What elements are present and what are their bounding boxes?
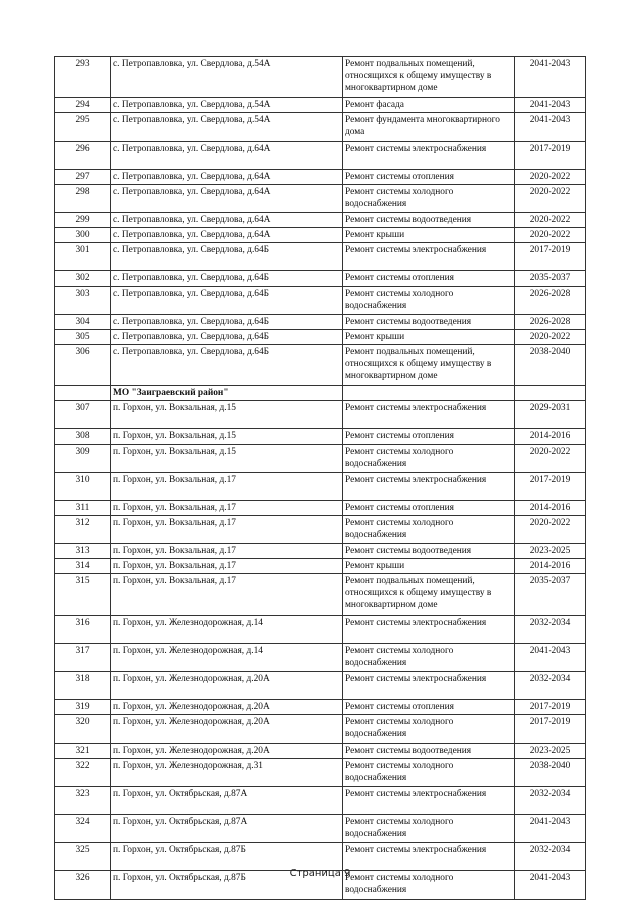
years-cell: 2035-2037 (515, 574, 586, 615)
work-cell: Ремонт системы холодного водоснабжения (343, 184, 515, 212)
row-number-cell: 311 (55, 500, 111, 515)
section-row (55, 386, 586, 401)
work-cell: Ремонт системы электроснабжения (343, 672, 515, 700)
address-cell: п. Горхон, ул. Железнодорожная, д.20А (111, 672, 343, 700)
work-cell: Ремонт крыши (343, 228, 515, 243)
address-cell: п. Горхон, ул. Вокзальная, д.17 (111, 559, 343, 574)
work-cell: Ремонт системы водоотведения (343, 314, 515, 329)
work-cell: Ремонт крыши (343, 329, 515, 344)
address-cell: п. Горхон, ул. Октябрьская, д.87А (111, 786, 343, 814)
years-cell: 2041-2043 (515, 113, 586, 141)
row-number-cell: 313 (55, 544, 111, 559)
row-number-cell: 304 (55, 314, 111, 329)
years-cell: 2035-2037 (515, 271, 586, 286)
table-body (55, 57, 586, 900)
table-row (55, 574, 586, 615)
row-number-cell: 293 (55, 57, 111, 98)
table-row (55, 213, 586, 228)
row-number-cell: 319 (55, 700, 111, 715)
table-row (55, 329, 586, 344)
work-cell: Ремонт системы холодного водоснабжения (343, 758, 515, 786)
years-cell: 2041-2043 (515, 871, 586, 899)
row-number-cell: 303 (55, 286, 111, 314)
address-cell: с. Петропавловка, ул. Свердлова, д.54А (111, 113, 343, 141)
table-row (55, 314, 586, 329)
table-row (55, 401, 586, 429)
work-cell: Ремонт подвальных помещений, относящихся к общему имуществу в многоквартирном доме (343, 57, 515, 98)
address-cell: п. Горхон, ул. Вокзальная, д.17 (111, 472, 343, 500)
address-cell: п. Горхон, ул. Вокзальная, д.17 (111, 544, 343, 559)
years-cell: 2020-2022 (515, 169, 586, 184)
work-cell: Ремонт крыши (343, 559, 515, 574)
years-cell: 2014-2016 (515, 429, 586, 444)
table-row (55, 758, 586, 786)
years-cell: 2017-2019 (515, 715, 586, 743)
row-number-cell: 320 (55, 715, 111, 743)
table-row (55, 472, 586, 500)
row-number-cell: 322 (55, 758, 111, 786)
work-cell: Ремонт системы электроснабжения (343, 472, 515, 500)
row-number-cell: 299 (55, 213, 111, 228)
table-row (55, 516, 586, 544)
table-row (55, 544, 586, 559)
years-cell: 2023-2025 (515, 743, 586, 758)
table-row (55, 141, 586, 169)
table-row (55, 843, 586, 871)
years-cell: 2017-2019 (515, 472, 586, 500)
table-row (55, 786, 586, 814)
row-number-cell: 294 (55, 98, 111, 113)
years-cell: 2023-2025 (515, 544, 586, 559)
years-cell: 2014-2016 (515, 559, 586, 574)
years-cell (515, 386, 586, 401)
address-cell: с. Петропавловка, ул. Свердлова, д.64Б (111, 329, 343, 344)
address-cell: п. Горхон, ул. Октябрьская, д.87Б (111, 843, 343, 871)
address-cell: с. Петропавловка, ул. Свердлова, д.64Б (111, 286, 343, 314)
work-cell: Ремонт системы электроснабжения (343, 141, 515, 169)
address-cell: п. Горхон, ул. Октябрьская, д.87А (111, 815, 343, 843)
address-cell: с. Петропавловка, ул. Свердлова, д.64Б (111, 243, 343, 271)
years-cell: 2032-2034 (515, 843, 586, 871)
row-number-cell: 308 (55, 429, 111, 444)
table-row (55, 271, 586, 286)
row-number-cell: 325 (55, 843, 111, 871)
row-number-cell: 310 (55, 472, 111, 500)
table-row (55, 615, 586, 643)
table-row (55, 98, 586, 113)
address-cell: п. Горхон, ул. Вокзальная, д.17 (111, 516, 343, 544)
years-cell: 2032-2034 (515, 615, 586, 643)
work-cell: Ремонт подвальных помещений, относящихся к общему имуществу в многоквартирном доме (343, 574, 515, 615)
work-cell: Ремонт системы электроснабжения (343, 401, 515, 429)
years-cell: 2041-2043 (515, 57, 586, 98)
address-cell: п. Горхон, ул. Вокзальная, д.15 (111, 401, 343, 429)
work-cell: Ремонт системы электроснабжения (343, 243, 515, 271)
work-cell: Ремонт системы водоотведения (343, 743, 515, 758)
address-cell: п. Горхон, ул. Вокзальная, д.17 (111, 574, 343, 615)
table-row (55, 672, 586, 700)
row-number-cell: 314 (55, 559, 111, 574)
work-cell: Ремонт системы отопления (343, 500, 515, 515)
work-cell: Ремонт системы водоотведения (343, 213, 515, 228)
row-number-cell (55, 386, 111, 401)
years-cell: 2038-2040 (515, 758, 586, 786)
work-cell: Ремонт системы водоотведения (343, 544, 515, 559)
years-cell: 2017-2019 (515, 700, 586, 715)
row-number-cell: 317 (55, 643, 111, 671)
years-cell: 2038-2040 (515, 344, 586, 385)
address-cell: п. Горхон, ул. Железнодорожная, д.20А (111, 715, 343, 743)
table-row (55, 444, 586, 472)
address-cell: с. Петропавловка, ул. Свердлова, д.54А (111, 57, 343, 98)
table-row (55, 228, 586, 243)
row-number-cell: 301 (55, 243, 111, 271)
work-cell: Ремонт системы электроснабжения (343, 786, 515, 814)
row-number-cell: 323 (55, 786, 111, 814)
address-cell: п. Горхон, ул. Железнодорожная, д.20А (111, 743, 343, 758)
address-cell: с. Петропавловка, ул. Свердлова, д.64Б (111, 314, 343, 329)
years-cell: 2020-2022 (515, 444, 586, 472)
table-row (55, 286, 586, 314)
address-cell: п. Горхон, ул. Вокзальная, д.17 (111, 500, 343, 515)
work-cell: Ремонт фасада (343, 98, 515, 113)
work-cell: Ремонт системы холодного водоснабжения (343, 516, 515, 544)
row-number-cell: 300 (55, 228, 111, 243)
years-cell: 2041-2043 (515, 643, 586, 671)
address-cell: с. Петропавловка, ул. Свердлова, д.64А (111, 228, 343, 243)
section-title-cell: МО "Заиграевский район" (111, 386, 343, 401)
table-row (55, 429, 586, 444)
work-cell: Ремонт системы холодного водоснабжения (343, 286, 515, 314)
years-cell: 2020-2022 (515, 516, 586, 544)
address-cell: п. Горхон, ул. Железнодорожная, д.31 (111, 758, 343, 786)
row-number-cell: 298 (55, 184, 111, 212)
address-cell: с. Петропавловка, ул. Свердлова, д.54А (111, 98, 343, 113)
address-cell: с. Петропавловка, ул. Свердлова, д.64А (111, 141, 343, 169)
years-cell: 2032-2034 (515, 786, 586, 814)
years-cell: 2029-2031 (515, 401, 586, 429)
table-row (55, 815, 586, 843)
address-cell: п. Горхон, ул. Вокзальная, д.15 (111, 444, 343, 472)
years-cell: 2041-2043 (515, 98, 586, 113)
row-number-cell: 318 (55, 672, 111, 700)
years-cell: 2026-2028 (515, 314, 586, 329)
work-cell: Ремонт системы отопления (343, 700, 515, 715)
row-number-cell: 295 (55, 113, 111, 141)
work-cell: Ремонт системы отопления (343, 429, 515, 444)
work-cell (343, 386, 515, 401)
table-row (55, 344, 586, 385)
page-footer: Страница 9 (289, 868, 351, 879)
address-cell: п. Горхон, ул. Железнодорожная, д.14 (111, 643, 343, 671)
table-row (55, 500, 586, 515)
table-row (55, 643, 586, 671)
table-row (55, 113, 586, 141)
work-cell: Ремонт системы отопления (343, 271, 515, 286)
address-cell: с. Петропавловка, ул. Свердлова, д.64А (111, 169, 343, 184)
address-cell: п. Горхон, ул. Железнодорожная, д.20А (111, 700, 343, 715)
address-cell: с. Петропавловка, ул. Свердлова, д.64А (111, 184, 343, 212)
address-cell: п. Горхон, ул. Железнодорожная, д.14 (111, 615, 343, 643)
work-cell: Ремонт системы холодного водоснабжения (343, 643, 515, 671)
address-cell: с. Петропавловка, ул. Свердлова, д.64Б (111, 271, 343, 286)
address-cell: п. Горхон, ул. Вокзальная, д.15 (111, 429, 343, 444)
row-number-cell: 296 (55, 141, 111, 169)
row-number-cell: 312 (55, 516, 111, 544)
years-cell: 2020-2022 (515, 329, 586, 344)
table-row (55, 184, 586, 212)
address-cell: с. Петропавловка, ул. Свердлова, д.64Б (111, 344, 343, 385)
work-cell: Ремонт системы электроснабжения (343, 615, 515, 643)
years-cell: 2014-2016 (515, 500, 586, 515)
row-number-cell: 305 (55, 329, 111, 344)
years-cell: 2026-2028 (515, 286, 586, 314)
row-number-cell: 315 (55, 574, 111, 615)
row-number-cell: 316 (55, 615, 111, 643)
table-row (55, 715, 586, 743)
table-row (55, 743, 586, 758)
work-cell: Ремонт системы отопления (343, 169, 515, 184)
row-number-cell: 326 (55, 871, 111, 899)
table-row (55, 559, 586, 574)
table-row (55, 57, 586, 98)
work-cell: Ремонт подвальных помещений, относящихся к общему имуществу в многоквартирном доме (343, 344, 515, 385)
work-cell: Ремонт системы холодного водоснабжения (343, 715, 515, 743)
row-number-cell: 307 (55, 401, 111, 429)
work-cell: Ремонт системы холодного водоснабжения (343, 815, 515, 843)
row-number-cell: 324 (55, 815, 111, 843)
years-cell: 2020-2022 (515, 184, 586, 212)
row-number-cell: 302 (55, 271, 111, 286)
work-cell: Ремонт системы электроснабжения (343, 843, 515, 871)
row-number-cell: 306 (55, 344, 111, 385)
address-cell: п. Горхон, ул. Октябрьская, д.87Б (111, 871, 343, 899)
row-number-cell: 297 (55, 169, 111, 184)
years-cell: 2020-2022 (515, 228, 586, 243)
years-cell: 2017-2019 (515, 243, 586, 271)
row-number-cell: 309 (55, 444, 111, 472)
years-cell: 2041-2043 (515, 815, 586, 843)
work-cell: Ремонт системы холодного водоснабжения (343, 444, 515, 472)
row-number-cell: 321 (55, 743, 111, 758)
table-row (55, 169, 586, 184)
years-cell: 2032-2034 (515, 672, 586, 700)
work-cell: Ремонт системы холодного водоснабжения (343, 871, 515, 899)
years-cell: 2020-2022 (515, 213, 586, 228)
years-cell: 2017-2019 (515, 141, 586, 169)
address-cell: с. Петропавловка, ул. Свердлова, д.64А (111, 213, 343, 228)
work-cell: Ремонт фундамента многоквартирного дома (343, 113, 515, 141)
table-row (55, 700, 586, 715)
repair-schedule-table (54, 56, 586, 900)
table-row (55, 243, 586, 271)
